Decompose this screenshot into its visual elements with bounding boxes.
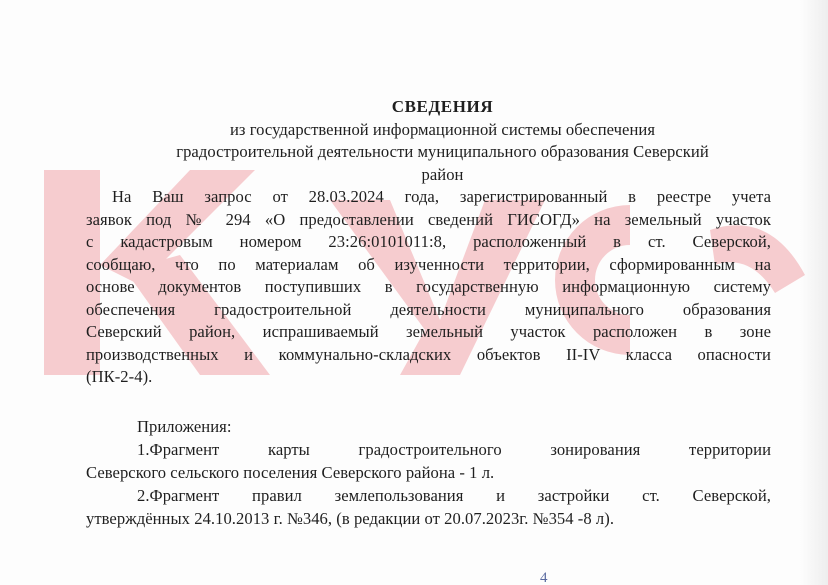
attachment-line: Северского сельского поселения Северского района - 1 л. (86, 462, 495, 482)
paragraph-line: обеспечения градостроительной деятельности муниципального образования (86, 299, 771, 319)
attachments-heading: Приложения: (137, 416, 232, 436)
main-paragraph (86, 186, 771, 389)
subtitle-line: градостроительной деятельности муниципального образования Северский (176, 142, 709, 161)
document-title: СВЕДЕНИЯ (391, 97, 494, 116)
page-number: 4 (540, 570, 548, 585)
attachment-line: утверждённых 24.10.2013 г. №346, (в редакции от 20.07.2023г. №354 -8 л). (86, 508, 615, 528)
attachment-line: 2.Фрагмент правил землепользования и застройки ст. Северской, (137, 486, 771, 505)
paragraph-line: заявок под № 294 «О предоставлении сведений ГИСОГД» на земельный участок (86, 209, 771, 229)
scan-edge-shadow (800, 0, 828, 585)
paragraph-line: основе документов поступивших в государственную информационную систему (86, 277, 771, 296)
document-subtitle (86, 119, 771, 187)
attachment-line: 1.Фрагмент карты градостроительного зонирования территории (137, 440, 771, 459)
paragraph-line: (ПК-2-4). (86, 367, 153, 386)
attachment-item (86, 485, 771, 530)
subtitle-line: район (421, 164, 464, 184)
paragraph-line: с кадастровым номером 23:26:0101011:8, расположенный в ст. Северской, (86, 232, 771, 251)
attachments-section (86, 416, 771, 531)
paragraph-line: сообщаю, что по материалам об изученности территории, сформированным на (86, 254, 771, 274)
paragraph-line: Северский район, испрашиваемый земельный участок расположен в зоне (86, 322, 771, 341)
attachment-item (86, 439, 771, 484)
paragraph-line: На Ваш запрос от 28.03.2024 года, зарегистрированный в реестре учета (112, 187, 771, 206)
subtitle-line: из государственной информационной системы обеспечения (229, 119, 656, 139)
paragraph-line: производственных и коммунально-складских объектов II-IV класса опасности (86, 344, 771, 364)
document-body (86, 96, 771, 530)
